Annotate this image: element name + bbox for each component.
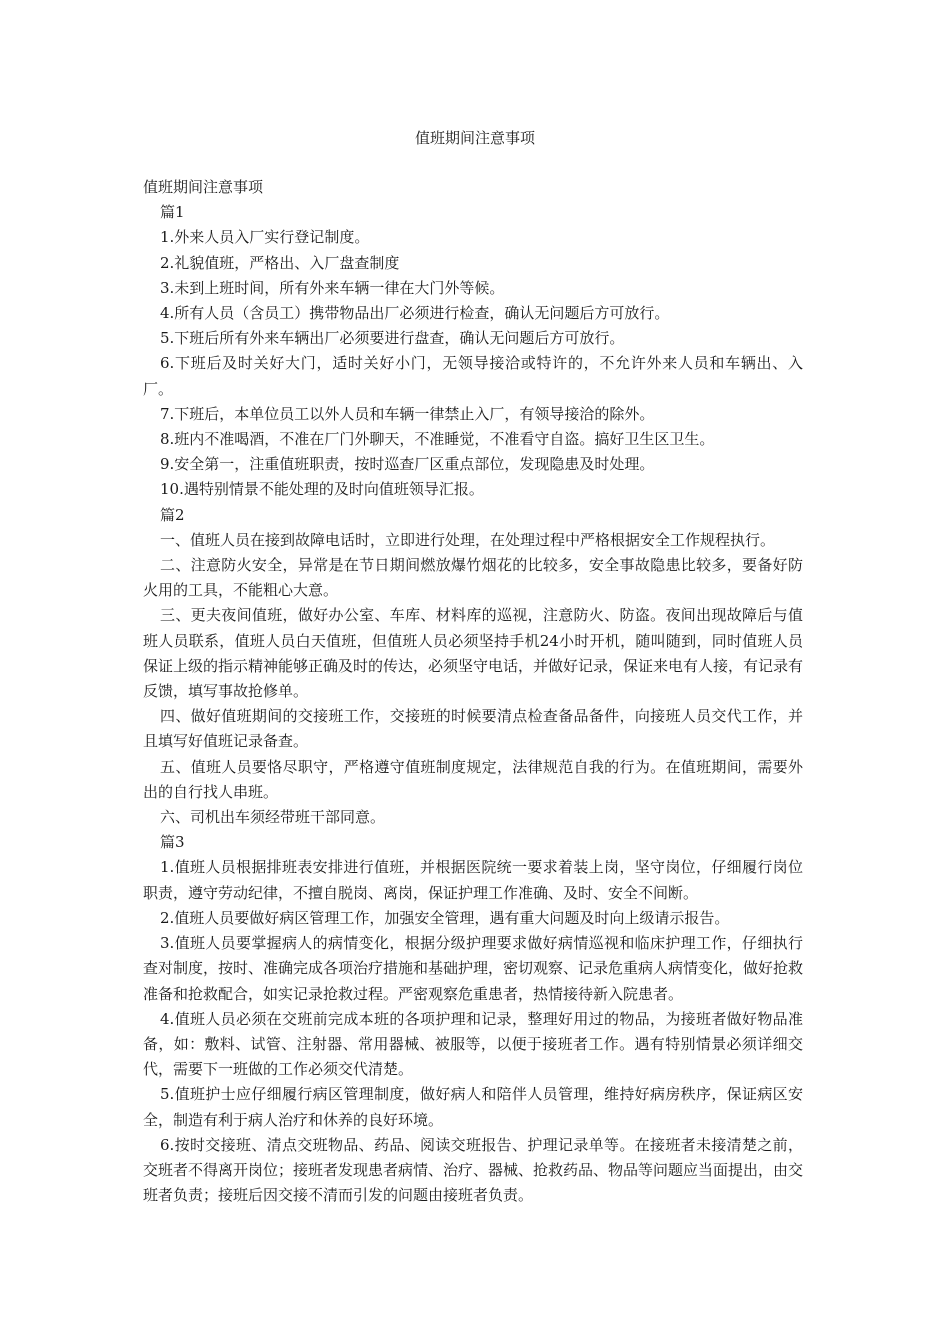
paragraph: 1.值班人员根据排班表安排进行值班，并根据医院统一要求着装上岗，坚守岗位，仔细履行岗位职责，遵守劳动纪律，不擅自脱岗、离岗，保证护理工作准确、及时、安全不间断。	[143, 858, 803, 902]
paragraph: 篇3	[160, 833, 185, 852]
document-body	[143, 175, 803, 1208]
paragraph: 10.遇特别情景不能处理的及时向值班领导汇报。	[160, 480, 484, 499]
paragraph: 值班期间注意事项	[143, 178, 264, 196]
paragraph: 6.按时交接班、清点交班物品、药品、阅读交班报告、护理记录单等。在接班者未接清楚之前，交班者不得离开岗位；接班者发现患者病情、治疗、器械、抢救药品、物品等问题应当面提出，由交班者负责；接班后因交接不清而引发的问题由接班者负责。	[143, 1135, 804, 1205]
paragraph: 二、注意防火安全，异常是在节日期间燃放爆竹烟花的比较多，安全事故隐患比较多，要备好防火用的工具，不能粗心大意。	[143, 556, 803, 600]
paragraph: 5.值班护士应仔细履行病区管理制度，做好病人和陪伴人员管理，维持好病房秩序，保证病区安全，制造有利于病人治疗和休养的良好环境。	[143, 1085, 803, 1129]
paragraph: 6.下班后及时关好大门，适时关好小门，无领导接洽或特许的，不允许外来人员和车辆出、入厂。	[143, 354, 803, 398]
paragraph: 3.未到上班时间，所有外来车辆一律在大门外等候。	[160, 278, 505, 297]
paragraph: 3.值班人员要掌握病人的病情变化，根据分级护理要求做好病情巡视和临床护理工作，仔细执行查对制度，按时、准确完成各项治疗措施和基础护理，密切观察、记录危重病人病情变化，做好抢救准备和抢救配合，如实记录抢救过程。严密观察危重患者，热情接待新入院患者。	[143, 934, 804, 1003]
paragraph: 篇1	[160, 203, 185, 222]
paragraph: 1.外来人员入厂实行登记制度。	[160, 228, 370, 247]
paragraph: 2.礼貌值班，严格出、入厂盘查制度	[160, 253, 400, 272]
paragraph: 篇2	[160, 505, 185, 524]
paragraph: 五、值班人员要恪尽职守，严格遵守值班制度规定，法律规范自我的行为。在值班期间，需要外出的自行找人串班。	[143, 757, 803, 801]
paragraph: 7.下班后，本单位员工以外人员和车辆一律禁止入厂，有领导接洽的除外。	[160, 404, 655, 423]
paragraph: 4.所有人员（含员工）携带物品出厂必须进行检查，确认无问题后方可放行。	[160, 304, 670, 323]
paragraph: 5.下班后所有外来车辆出厂必须要进行盘查，确认无问题后方可放行。	[160, 329, 625, 348]
paragraph: 2.值班人员要做好病区管理工作，加强安全管理，遇有重大问题及时向上级请示报告。	[160, 908, 730, 927]
paragraph: 4.值班人员必须在交班前完成本班的各项护理和记录，整理好用过的物品，为接班者做好物品准备，如：敷料、试管、注射器、常用器械、被服等，以便于接班者工作。遇有特别情景必须详细交代，需要下一班做的工作必须交代清楚。	[143, 1009, 803, 1079]
paragraph: 9.安全第一，注重值班职责，按时巡查厂区重点部位，发现隐患及时处理。	[160, 455, 655, 474]
paragraph: 8.班内不准喝酒，不准在厂门外聊天，不准睡觉，不准看守自盗。搞好卫生区卫生。	[160, 430, 715, 449]
paragraph: 四、做好值班期间的交接班工作，交接班的时候要清点检查备品备件，向接班人员交代工作，并且填写好值班记录备查。	[143, 707, 803, 751]
paragraph: 三、更夫夜间值班，做好办公室、车库、材料库的巡视，注意防火、防盗。夜间出现故障后与值班人员联系，值班人员白天值班，但值班人员必须坚持手机24小时开机，随叫随到，同时值班人员保证上级的指示精神能够正确及时的传达，必须坚守电话，并做好记录，保证来电有人接，有记录有反馈，填写事故抢修单。	[143, 606, 804, 701]
document-title: 值班期间注意事项	[414, 129, 535, 147]
paragraph: 一、值班人员在接到故障电话时，立即进行处理，在处理过程中严格根据安全工作规程执行。	[160, 530, 776, 549]
paragraph: 六、司机出车须经带班干部同意。	[160, 808, 386, 827]
